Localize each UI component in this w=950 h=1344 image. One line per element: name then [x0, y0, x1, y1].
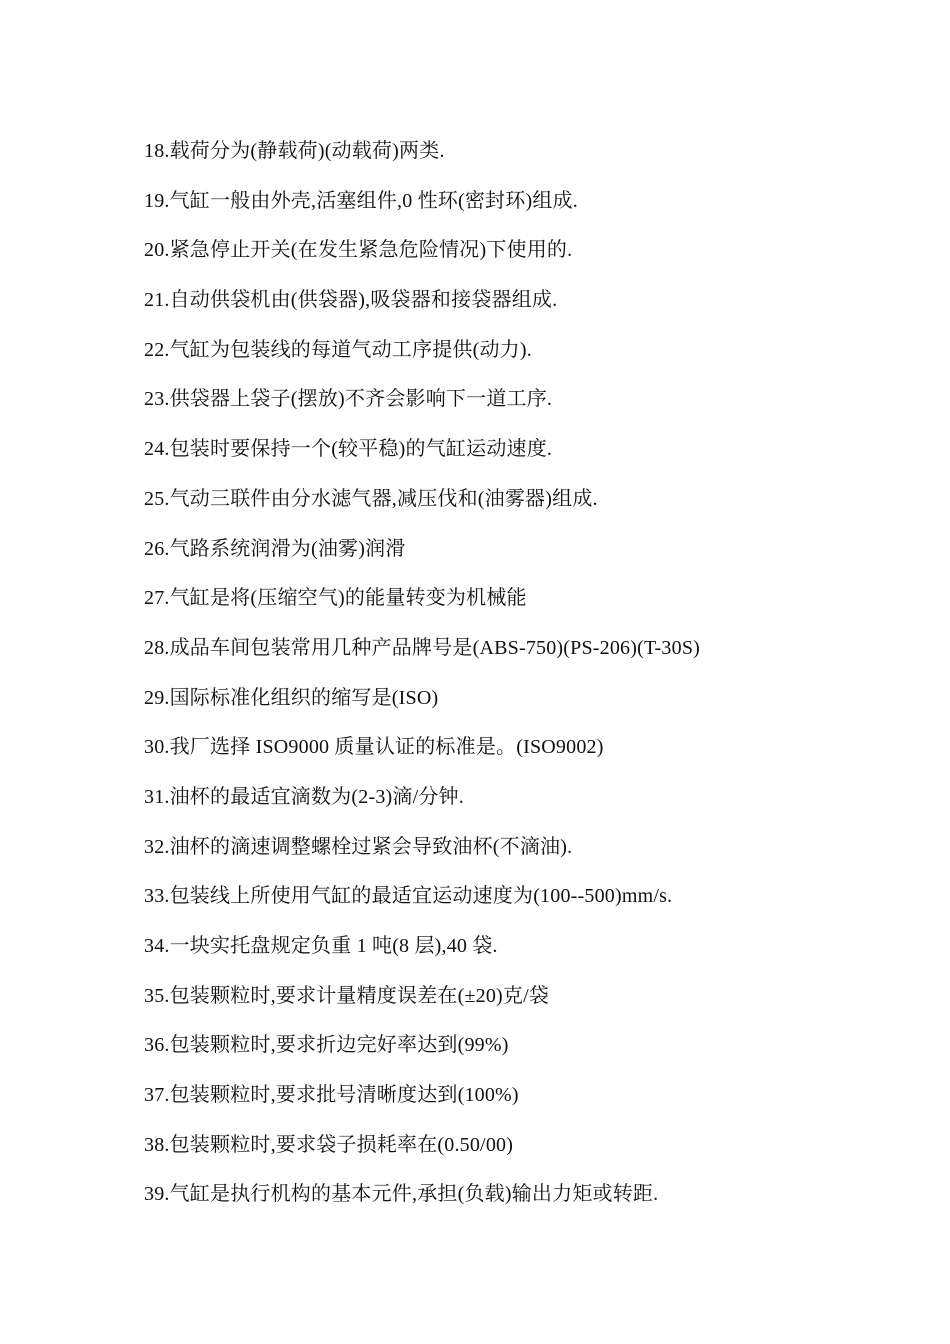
text-line-35: 35.包装颗粒时,要求计量精度误差在(±20)克/袋: [144, 984, 550, 1007]
text-line-22: 22.气缸为包装线的每道气动工序提供(动力).: [144, 338, 532, 361]
document-body: [144, 134, 864, 1227]
text-line-33: 33.包装线上所使用气缸的最适宜运动速度为(100--500)mm/s.: [144, 885, 673, 908]
text-line-32: 32.油杯的滴速调整螺栓过紧会导致油杯(不滴油).: [144, 835, 573, 858]
text-line-36: 36.包装颗粒时,要求折边完好率达到(99%): [144, 1034, 509, 1057]
text-line-25: 25.气动三联件由分水滤气器,减压伐和(油雾器)组成.: [144, 487, 598, 510]
text-line-39: 39.气缸是执行机构的基本元件,承担(负载)输出力矩或转距.: [144, 1183, 659, 1206]
text-line-21: 21.自动供袋机由(供袋器),吸袋器和接袋器组成.: [144, 289, 558, 312]
text-line-18: 18.载荷分为(静载荷)(动载荷)两类.: [144, 140, 445, 162]
text-line-27: 27.气缸是将(压缩空气)的能量转变为机械能: [144, 587, 527, 610]
text-line-38: 38.包装颗粒时,要求袋子损耗率在(0.50/00): [144, 1133, 514, 1156]
text-line-24: 24.包装时要保持一个(较平稳)的气缸运动速度.: [144, 438, 553, 461]
text-line-26: 26.气路系统润滑为(油雾)润滑: [144, 537, 406, 560]
text-line-28: 28.成品车间包装常用几种产品牌号是(ABS-750)(PS-206)(T-30S): [144, 636, 700, 659]
text-line-31: 31.油杯的最适宜滴数为(2-3)滴/分钟.: [144, 785, 464, 808]
text-line-23: 23.供袋器上袋子(摆放)不齐会影响下一道工序.: [144, 388, 553, 411]
text-line-37: 37.包装颗粒时,要求批号清晰度达到(100%): [144, 1084, 519, 1107]
text-line-19: 19.气缸一般由外壳,活塞组件,0 性环(密封环)组成.: [144, 189, 578, 212]
text-line-20: 20.紧急停止开关(在发生紧急危险情况)下使用的.: [144, 239, 573, 262]
text-line-34: 34.一块实托盘规定负重 1 吨(8 层),40 袋.: [144, 935, 498, 957]
text-line-30: 30.我厂选择 ISO9000 质量认证的标准是。(ISO9002): [144, 736, 604, 759]
text-line-29: 29.国际标准化组织的缩写是(ISO): [144, 686, 439, 709]
